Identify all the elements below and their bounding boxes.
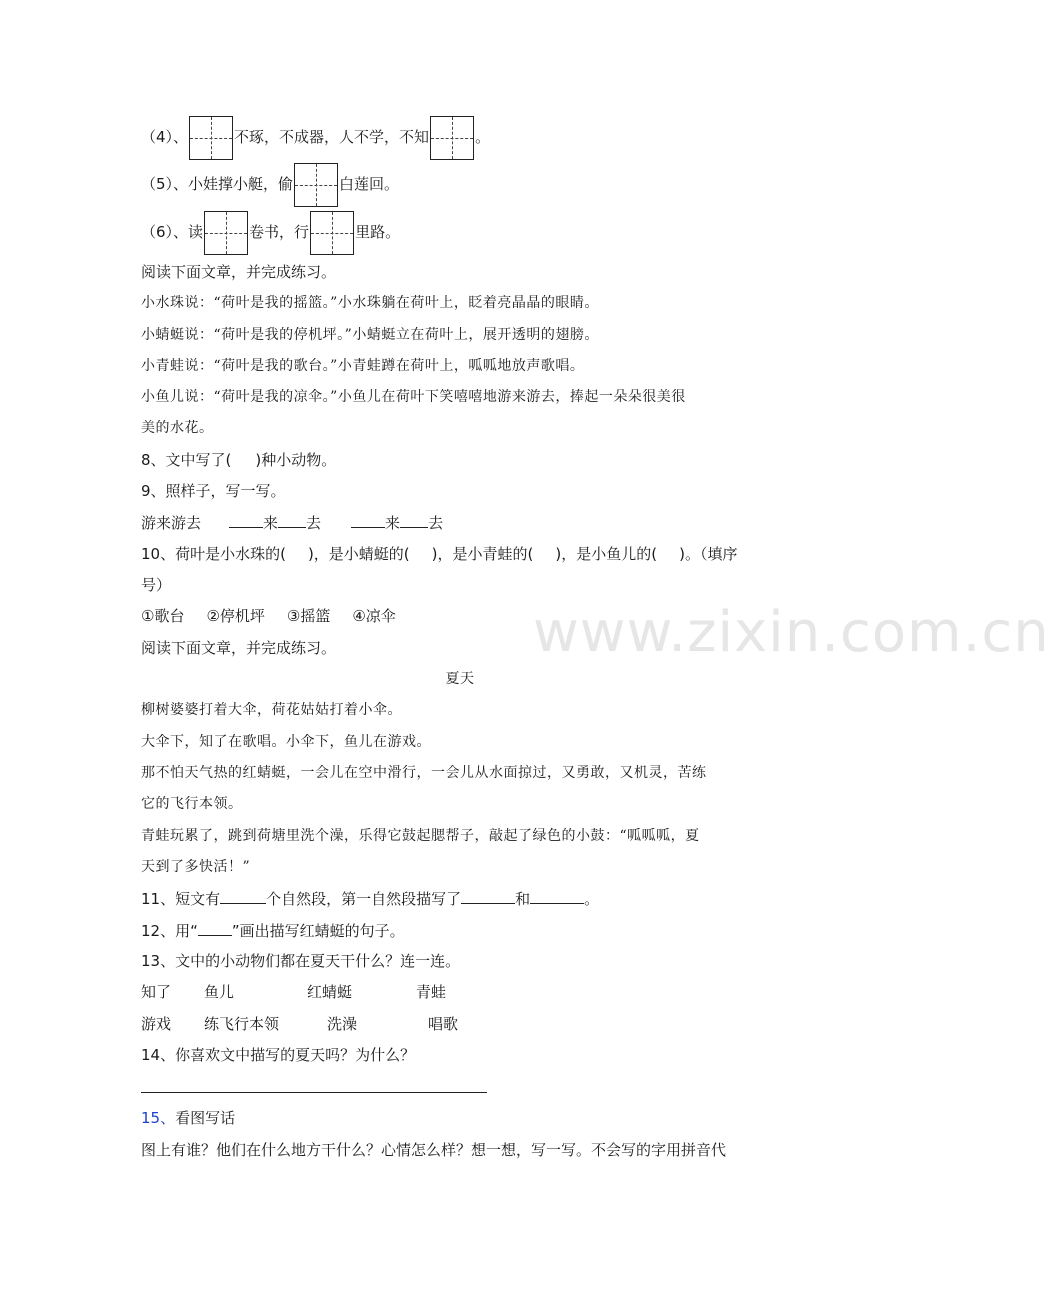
q15-title: 看图写话	[175, 1109, 236, 1127]
q9-lai: 来	[263, 514, 279, 532]
question-9: 9、照样子，写一写。	[141, 482, 286, 500]
watermark: www.zixin.com.cn	[533, 600, 1050, 665]
passage-line: 小蜻蜓说：“荷叶是我的停机坪。”小蜻蜓立在荷叶上，展开透明的翅膀。	[141, 327, 599, 343]
q4-end: 。	[475, 128, 491, 146]
option-item: ②停机坪	[206, 607, 265, 625]
question-5	[141, 161, 860, 207]
answer-blank[interactable]	[400, 512, 428, 528]
option-item: ①歌台	[141, 607, 185, 625]
q12-text: ”画出描写红蜻蜓的句子。	[231, 922, 405, 940]
answer-blank[interactable]	[229, 512, 263, 528]
passage-line: 小青蛙说：“荷叶是我的歌台。”小青蛙蹲在荷叶上，呱呱地放声歌唱。	[141, 358, 585, 374]
passage-line: 小鱼儿说：“荷叶是我的凉伞。”小鱼儿在荷叶下笑嘻嘻地游来游去，捧起一朵朵很美很	[141, 389, 686, 405]
answer-line[interactable]	[141, 1092, 487, 1093]
q10-options	[141, 606, 860, 626]
match-item[interactable]: 游戏	[141, 1015, 172, 1033]
match-item[interactable]: 练飞行本领	[204, 1015, 280, 1033]
question-13: 13、文中的小动物们都在夏天干什么？连一连。	[141, 952, 461, 970]
answer-blank[interactable]	[461, 888, 515, 904]
q4-mid: 不琢，不成器，人不学，不知	[234, 128, 430, 146]
underline-sample	[198, 920, 232, 936]
tian-grid-box[interactable]	[430, 116, 474, 160]
passage2-title: 夏天	[445, 671, 475, 687]
match-item[interactable]: 红蜻蜓	[307, 983, 353, 1001]
answer-blank[interactable]	[278, 512, 306, 528]
question-11	[141, 888, 860, 909]
question-12	[141, 920, 860, 941]
tian-grid-box[interactable]	[189, 116, 233, 160]
question-4	[141, 114, 860, 160]
q6-end: 里路。	[355, 223, 401, 241]
passage-line: 那不怕天气热的红蜻蜓，一会儿在空中滑行，一会儿从水面掠过，又勇敢，又机灵，苦练	[141, 765, 707, 781]
question-14: 14、你喜欢文中描写的夏天吗？为什么？	[141, 1046, 416, 1064]
q5-prefix: （5）、小娃撑小艇，偷	[141, 175, 294, 193]
passage-line: 大伞下，知了在歌唱。小伞下，鱼儿在游戏。	[141, 734, 431, 750]
q4-prefix: （4）、	[141, 128, 189, 146]
q6-mid: 卷书，行	[249, 223, 310, 241]
q10-text: 10、荷叶是小水珠的(	[141, 545, 286, 563]
passage2-intro: 阅读下面文章，并完成练习。	[141, 639, 337, 657]
q11-text: 个自然段，第一自然段描写了	[266, 890, 462, 908]
q9-lai: 来	[385, 514, 401, 532]
q8-text-b: )种小动物。	[255, 451, 337, 469]
option-item: ④凉伞	[352, 607, 396, 625]
q9-qu: 去	[306, 514, 322, 532]
question-10	[141, 544, 860, 564]
passage-line: 美的水花。	[141, 420, 214, 436]
passage-line: 天到了多快活！”	[141, 859, 251, 875]
q8-text-a: 8、文中写了(	[141, 451, 232, 469]
passage-line: 小水珠说：“荷叶是我的摇篮。”小水珠躺在荷叶上，眨着亮晶晶的眼睛。	[141, 295, 599, 311]
answer-blank[interactable]	[530, 888, 584, 904]
question-8	[141, 450, 860, 470]
tian-grid-box[interactable]	[204, 211, 248, 255]
q12-text: 12、用“	[141, 922, 198, 940]
q10-continuation: 号）	[141, 576, 172, 594]
answer-blank[interactable]	[220, 888, 266, 904]
q15-prompt: 图上有谁？他们在什么地方干什么？心情怎么样？想一想，写一写。不会写的字用拼音代	[141, 1141, 727, 1159]
q11-text: 和	[515, 890, 531, 908]
passage1-intro: 阅读下面文章，并完成练习。	[141, 263, 337, 281]
q9-example: 游来游去	[141, 514, 202, 532]
q5-end: 白莲回。	[339, 175, 400, 193]
match-item[interactable]: 知了	[141, 983, 172, 1001]
answer-blank[interactable]	[351, 512, 385, 528]
q9-example-row	[141, 512, 860, 533]
q10-text: )。（填序	[679, 545, 738, 563]
passage-line: 青蛙玩累了，跳到荷塘里洗个澡，乐得它鼓起腮帮子，敲起了绿色的小鼓：“呱呱呱，夏	[141, 828, 700, 844]
match-item[interactable]: 洗澡	[327, 1015, 358, 1033]
q11-text: 。	[584, 890, 600, 908]
q10-text: )，是小鱼儿的(	[555, 545, 658, 563]
q15-number: 15、	[141, 1109, 176, 1127]
q9-qu: 去	[428, 514, 444, 532]
passage-line: 它的飞行本领。	[141, 796, 243, 812]
question-6	[141, 209, 860, 255]
q11-text: 11、短文有	[141, 890, 221, 908]
question-15	[141, 1108, 860, 1128]
tian-grid-box[interactable]	[294, 163, 338, 207]
tian-grid-box[interactable]	[310, 211, 354, 255]
q6-prefix: （6）、读	[141, 223, 204, 241]
q10-text: )，是小蜻蜓的(	[307, 545, 410, 563]
match-item[interactable]: 唱歌	[428, 1015, 459, 1033]
option-item: ③摇篮	[286, 607, 331, 625]
q10-text: )，是小青蛙的(	[431, 545, 534, 563]
match-item[interactable]: 鱼儿	[204, 983, 235, 1001]
passage-line: 柳树婆婆打着大伞，荷花姑姑打着小伞。	[141, 702, 402, 718]
match-item[interactable]: 青蛙	[416, 983, 447, 1001]
